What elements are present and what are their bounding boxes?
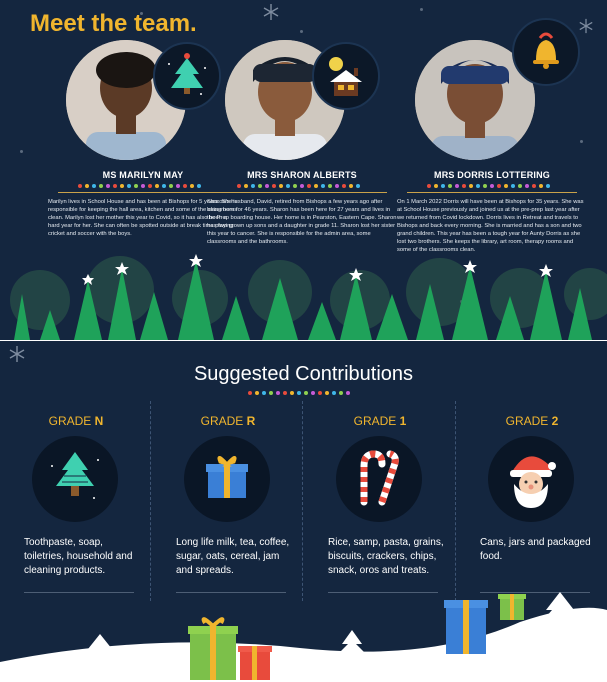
- column-divider: [150, 401, 152, 601]
- snowflake-icon: [8, 345, 26, 363]
- grade-items: Long life milk, tea, coffee, sugar, oats, cereal, jam and spreads.: [176, 537, 290, 576]
- grade-label: GRADE 2: [505, 414, 559, 428]
- snowflake-icon: [262, 3, 280, 21]
- member-name: MRS DORRIS LOTTERING: [434, 170, 550, 180]
- christmas-tree-icon: [153, 42, 221, 110]
- grade-items: Cans, jars and packaged food.: [480, 537, 591, 562]
- gold-rule: [217, 192, 387, 193]
- gift-icon: [444, 600, 488, 654]
- grade-items: Rice, samp, pasta, grains, biscuits, crackers, chips, snack, oros and treats.: [328, 537, 444, 576]
- member-name: MS MARILYN MAY: [102, 170, 184, 180]
- dot-divider: [427, 184, 557, 189]
- santa-icon: [488, 436, 574, 522]
- gift-icon: [498, 594, 526, 620]
- bell-icon: [512, 18, 580, 86]
- member-bio: Sharon's husband, David, retired from Bishops a few years ago after being here for 46 years. Sharon has been here for 27 years and lives in the Prep boarding house. Her home is in Pearston, Eastern Cape. Sharon has two grown up sons and a daughter in grade 11. Sharon lost her sister this year to cancer. She is responsible for the admin area, some classrooms and the bathrooms.: [207, 199, 397, 245]
- gift-icon: [238, 646, 272, 680]
- christmas-forest-illustration: [0, 240, 607, 340]
- snowflake-icon: [578, 18, 594, 34]
- snowy-house-icon: [312, 42, 380, 110]
- dot-divider: [248, 391, 350, 395]
- gold-rule: [407, 192, 577, 193]
- contributions-title: Suggested Contributions: [193, 363, 414, 385]
- suggested-contributions-panel: [0, 341, 607, 682]
- column-divider: [455, 401, 457, 601]
- snowy-ground-illustration: [0, 592, 607, 682]
- grade-label: GRADE R: [200, 414, 256, 428]
- dot-divider: [237, 184, 367, 189]
- gift-icon: [188, 619, 238, 680]
- member-bio: Marilyn lives in School House and has been at Bishops for 5 years. She is responsible for keeping the hall area, kitchen and some of the classrooms clean. Marilyn lost her mother this year to Covid, so it has also been a hard year for her. She can often be spotted outside at break time playing cricket and soccer with the boys.: [48, 199, 238, 237]
- candy-cane-icon: [336, 436, 422, 522]
- team-title: Meet the team.: [30, 10, 197, 37]
- meet-the-team-panel: [0, 0, 607, 340]
- grade-items: Toothpaste, soap, toiletries, household and cleaning products.: [24, 537, 133, 576]
- gold-rule: [58, 192, 228, 193]
- gift-icon: [184, 436, 270, 522]
- christmas-tree-icon: [32, 436, 118, 522]
- member-bio: On 1 March 2022 Dorris will have been at Bishops for 35 years. She was at School House previously and joined us at the pre-prep last year after we returned from Covid lockdown. Dorris lives in Retreat and travels to Bishops and back every morning. She is married and has a son and two grand children. This year has been a tough year for Aunty Dorris as she lost two brothers. She keeps the library, art room, therapy rooms and some of the classrooms clean.: [397, 199, 584, 253]
- member-name: MRS SHARON ALBERTS: [247, 170, 357, 180]
- grade-label: GRADE N: [48, 414, 104, 428]
- dot-divider: [78, 184, 208, 189]
- column-divider: [302, 401, 304, 601]
- grade-label: GRADE 1: [353, 414, 407, 428]
